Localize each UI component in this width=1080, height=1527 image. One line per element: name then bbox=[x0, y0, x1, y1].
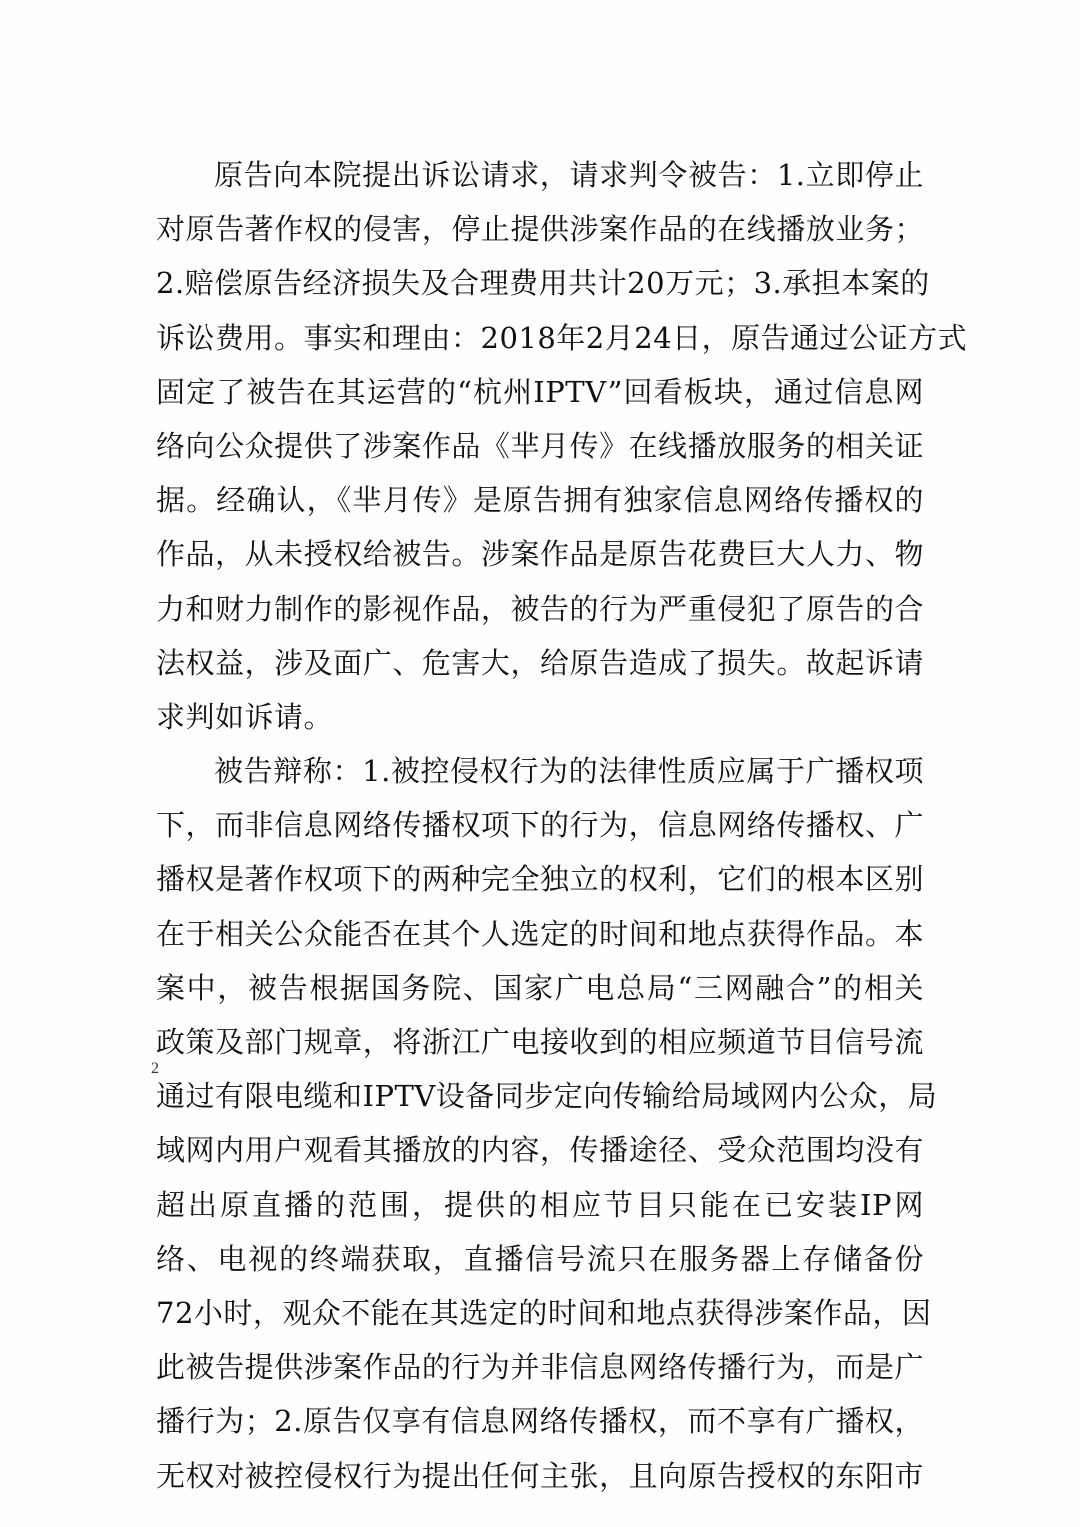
paragraph-defendant-defense bbox=[156, 744, 938, 1503]
text-line: 被告辩称：1.被控侵权行为的法律性质应属于广播权项 bbox=[214, 754, 924, 789]
text-line: 播权是著作权项下的两种完全独立的权利，它们的根本区别 bbox=[156, 862, 924, 897]
text-line: 案中，被告根据国务院、国家广电总局“三网融合”的相关 bbox=[156, 970, 924, 1005]
text-line: 固定了被告在其运营的“杭州IPTV”回看板块，通过信息网 bbox=[156, 374, 924, 409]
text-line: 在于相关公众能否在其个人选定的时间和地点获得作品。本 bbox=[156, 916, 924, 951]
text-line: 法权益，涉及面广、危害大，给原告造成了损失。故起诉请 bbox=[156, 645, 924, 680]
text-line: 络、电视的终端获取，直播信号流只在服务器上存储备份 bbox=[156, 1241, 924, 1276]
page-number: 2 bbox=[151, 1060, 159, 1077]
text-line: 对原告著作权的侵害，停止提供涉案作品的在线播放业务； bbox=[156, 212, 924, 247]
text-line: 络向公众提供了涉案作品《芈月传》在线播放服务的相关证 bbox=[156, 428, 924, 463]
text-line: 诉讼费用。事实和理由：2018年2月24日，原告通过公证方式 bbox=[156, 320, 968, 355]
text-line: 政策及部门规章，将浙江广电接收到的相应频道节目信号流 bbox=[156, 1025, 924, 1059]
text-line: 作品，从未授权给被告。涉案作品是原告花费巨大人力、物 bbox=[156, 537, 924, 572]
text-line: 此被告提供涉案作品的行为并非信息网络传播行为，而是广 bbox=[156, 1350, 924, 1385]
text-line: 力和财力制作的影视作品，被告的行为严重侵犯了原告的合 bbox=[156, 591, 924, 626]
text-line: 据。经确认，《芈月传》是原告拥有独家信息网络传播权的 bbox=[156, 483, 924, 518]
text-line: 求判如诉请。 bbox=[156, 699, 334, 734]
text-line: 原告向本院提出诉讼请求，请求判令被告：1.立即停止 bbox=[214, 158, 924, 192]
text-line: 超出原直播的范围，提供的相应节目只能在已安装IP网 bbox=[156, 1187, 924, 1222]
text-line: 2.赔偿原告经济损失及合理费用共计20万元；3.承担本案的 bbox=[156, 266, 930, 301]
text-line: 无权对被控侵权行为提出任何主张，且向原告授权的东阳市 bbox=[156, 1458, 924, 1493]
text-line: 通过有限电缆和IPTV设备同步定向传输给局域网内公众，局 bbox=[156, 1079, 938, 1114]
text-line: 播行为；2.原告仅享有信息网络传播权，而不享有广播权， bbox=[156, 1404, 924, 1439]
text-line: 下，而非信息网络传播权项下的行为，信息网络传播权、广 bbox=[156, 808, 924, 843]
paragraph-plaintiff-claims bbox=[156, 148, 968, 744]
text-line: 域网内用户观看其播放的内容，传播途径、受众范围均没有 bbox=[156, 1133, 924, 1168]
document-body bbox=[156, 148, 968, 1503]
text-line: 72小时，观众不能在其选定的时间和地点获得涉案作品，因 bbox=[156, 1295, 932, 1330]
